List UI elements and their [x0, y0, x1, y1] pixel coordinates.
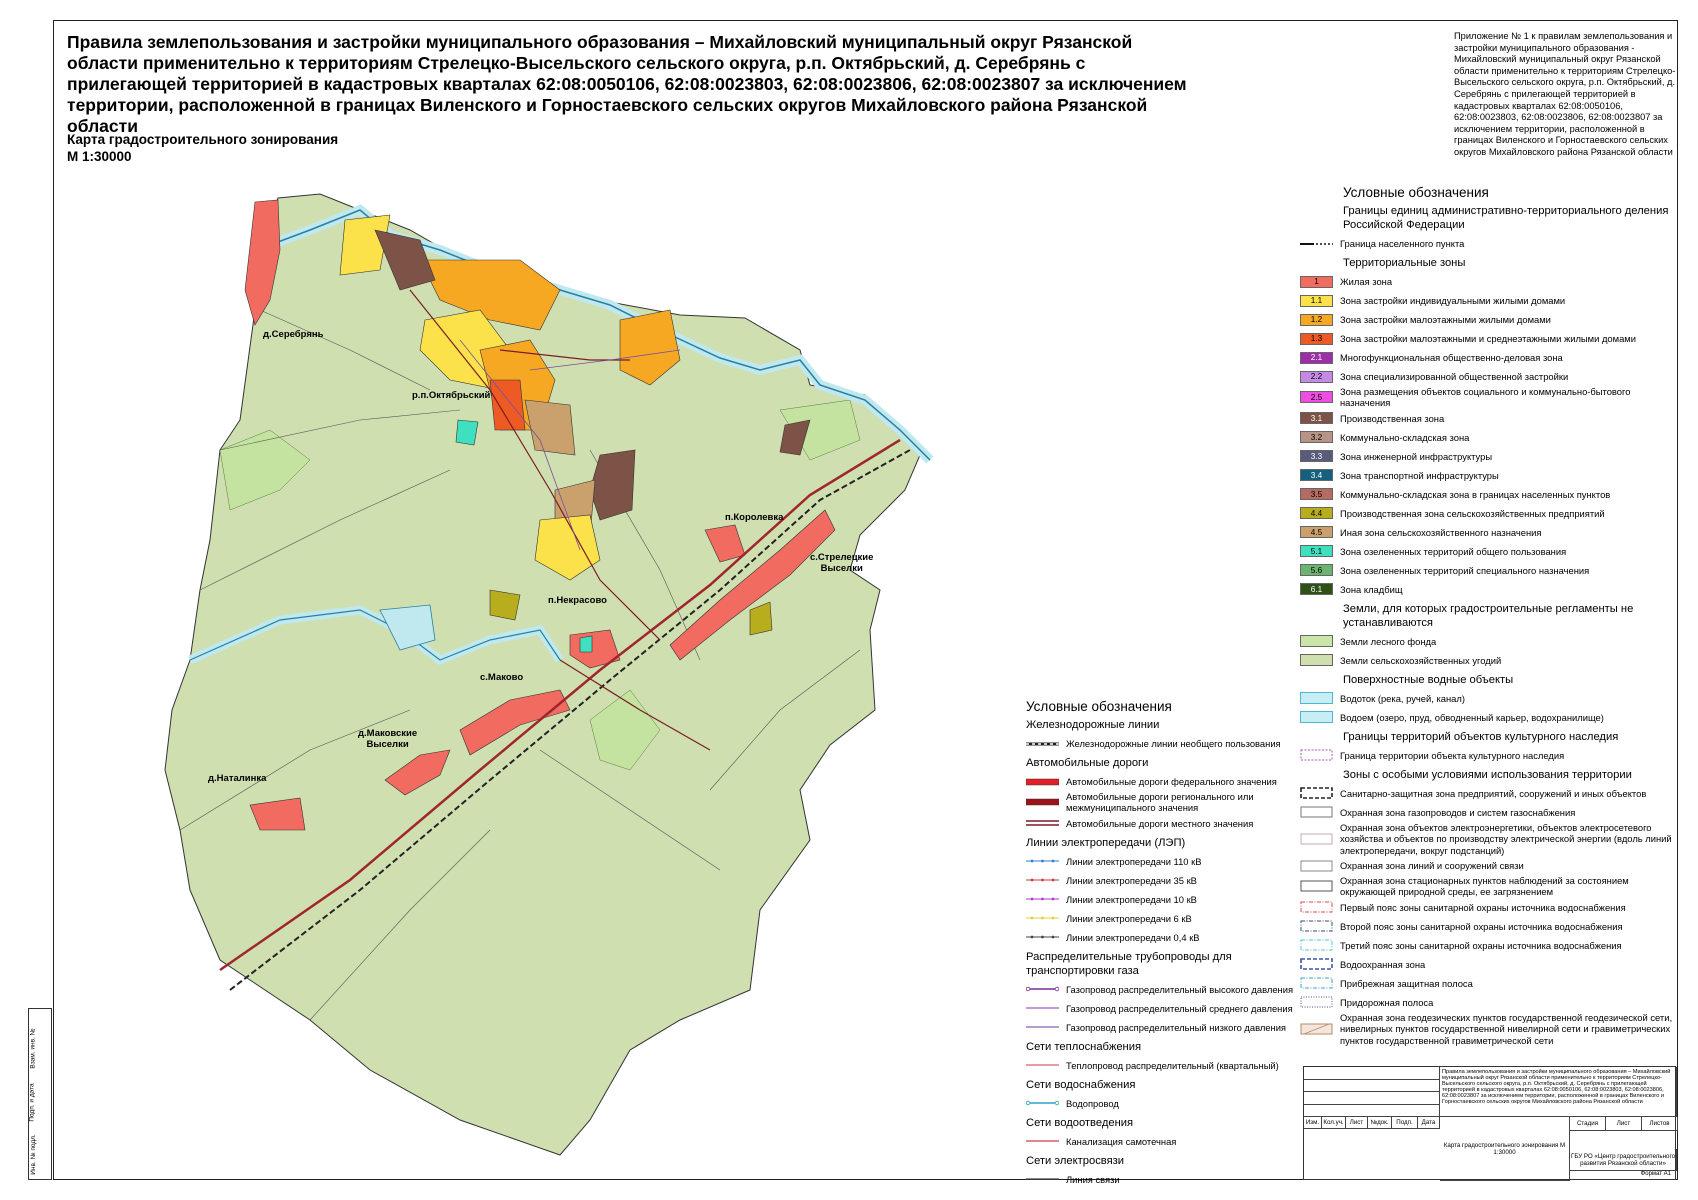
stamp-row: [1304, 1092, 1440, 1105]
network-line-icon: [1026, 931, 1059, 943]
stamp-description: Правила землепользования и застройки муниципального образования – Михайловский муниципальный округ Рязанской области применительно к территориям Стрелецко-Высельского сельского округа, р.п. Октябрьский, д. Серебрянь с прилегающей территорией в кадастровых кварталах 62:08:0050106, 62:08:0023803, 62:08:0023806, 62:08:0023807 за исключением территории, расположенной в границах Виленского и Горностаевского сельских округов Михайловского района Рязанской области: [1440, 1067, 1677, 1117]
legend-label: Газопровод распределительный среднего давления: [1066, 1002, 1293, 1014]
legend-item-water: [1300, 708, 1678, 727]
zone-swatch: 3.5: [1300, 488, 1333, 500]
legend-item-zone: [1300, 329, 1678, 348]
network-line-icon: [1026, 817, 1059, 829]
legend-label: Первый пояс зоны санитарной охраны источника водоснабжения: [1340, 901, 1626, 913]
place-label-serebryan: д.Серебрянь: [263, 329, 324, 340]
legend-item-zone: [1300, 466, 1678, 485]
place-label-makovo: с.Маково: [480, 672, 524, 683]
zone-swatch: 4.5: [1300, 526, 1333, 538]
legend-label: Зона транспортной инфраструктуры: [1340, 469, 1499, 481]
zone-swatch: 3.4: [1300, 469, 1333, 481]
stamp-sheet-title: Карта градостроительного зонирования М 1:30000: [1440, 1117, 1570, 1181]
legend-zones-header: Территориальные зоны: [1343, 257, 1466, 269]
legend-lands-header: Земли, для которых градостроительные регламенты не устанавливаются: [1343, 602, 1634, 629]
legend-label: Зона застройки индивидуальными жилыми домами: [1340, 294, 1566, 306]
network-line-icon: [1026, 874, 1059, 886]
legend-item-network: [1026, 890, 1296, 909]
place-label-natalinka: д.Наталинка: [208, 773, 267, 784]
legend-item-network: [1026, 980, 1296, 999]
network-line-icon: [1026, 893, 1059, 905]
title-block: [1303, 1066, 1676, 1180]
heritage-border-icon: [1300, 749, 1333, 761]
zone-swatch: 2.1: [1300, 352, 1333, 364]
special-zone-icon: [1300, 901, 1333, 913]
map-subtitle: [67, 131, 338, 165]
legend-item-zone: [1300, 428, 1678, 447]
legend-label: Водопровод: [1066, 1097, 1119, 1109]
place-label-oktyabrsky: р.п.Октябрьский: [412, 390, 491, 401]
legend-special-list: [1300, 784, 1678, 1046]
legend-mid-group-header: Сети водоотведения: [1026, 1116, 1134, 1129]
stamp-row: [1304, 1067, 1440, 1080]
legend-label: Автомобильные дороги федерального значения: [1066, 775, 1277, 787]
land-swatch: [1300, 635, 1333, 647]
legend-label: Земли лесного фонда: [1340, 635, 1437, 647]
water-swatch: [1300, 711, 1333, 723]
network-line-icon: [1026, 1002, 1059, 1014]
zone-swatch: 5.1: [1300, 545, 1333, 557]
zone-swatch: 2.2: [1300, 371, 1333, 383]
legend-label: Линии электропередачи 10 кВ: [1066, 893, 1197, 905]
legend-label: Зона озелененных территорий специального назначения: [1340, 564, 1590, 576]
legend-item-zone: [1300, 485, 1678, 504]
place-label-makovskie: [358, 728, 417, 750]
zone-swatch: 6.1: [1300, 583, 1333, 595]
legend-item-network: [1026, 734, 1296, 753]
network-line-icon: [1026, 855, 1059, 867]
legend-label: Линии электропередачи 110 кВ: [1066, 855, 1202, 867]
legend-label: Водоем (озеро, пруд, обводненный карьер, водохранилище): [1340, 711, 1604, 723]
legend-water-header: Поверхностные водные объекты: [1343, 673, 1514, 686]
special-zone-icon: [1300, 860, 1333, 872]
legend-item-network: [1026, 909, 1296, 928]
legend-label: Второй пояс зоны санитарной охраны источника водоснабжения: [1340, 920, 1623, 932]
legend-item-special-zone: [1300, 917, 1678, 936]
special-zone-icon: [1300, 939, 1333, 951]
legend-label: Третий пояс зоны санитарной охраны источника водоснабжения: [1340, 939, 1622, 951]
legend-item-network: [1026, 928, 1296, 947]
map-title: Карта градостроительного зонирования: [67, 132, 339, 147]
stamp-format: Формат А1: [1640, 1171, 1671, 1177]
stamp-column-header: Подп.: [1392, 1117, 1418, 1129]
legend-lands-list: [1300, 632, 1678, 670]
legend-label: Охранная зона объектов электроэнергетики, объектов электросетевого хозяйства и объектов по производству электрической энергии (вдоль линий электропередачи, вокруг подстанций): [1340, 821, 1672, 856]
legend-item-network: [1026, 814, 1296, 833]
legend-label: Канализация самотечная: [1066, 1135, 1177, 1147]
legend-label: Водоток (река, ручей, канал): [1340, 692, 1465, 704]
legend-item-special-zone: [1300, 898, 1678, 917]
legend-item-zone: [1300, 580, 1678, 599]
network-line-icon: [1026, 1173, 1059, 1185]
legend-item-network: [1026, 1170, 1296, 1189]
network-line-icon: [1026, 1135, 1059, 1147]
legend-item-network: [1026, 1056, 1296, 1075]
legend-label: Производственная зона: [1340, 412, 1445, 424]
zone-swatch: 3.2: [1300, 431, 1333, 443]
legend-label: Земли сельскохозяйственных угодий: [1340, 654, 1502, 666]
legend-item-special-zone: [1300, 955, 1678, 974]
legend-item-zone: [1300, 291, 1678, 310]
legend-item-land: [1300, 651, 1678, 670]
side-label-replace: Взам. инв. №: [29, 1028, 37, 1069]
network-line-icon: [1026, 738, 1059, 750]
legend-label: Линии электропередачи 35 кВ: [1066, 874, 1197, 886]
page-title: Правила землепользования и застройки муниципального образования – Михайловский муниципальный округ Рязанской области применительно к территориям Стрелецко-Высельского сельского округа, р.п. Октябрьский, д. Серебрянь с прилегающей территорией в кадастровых кварталах 62:08:0050106, 62:08:0023803, 62:08:0023806, 62:08:0023807 за исключением территории, расположенной в границах Виленского и Горностаевского сельских округов Михайловского района Рязанской области: [67, 32, 1187, 136]
legend-item-special-zone: [1300, 803, 1678, 822]
stamp-column-header: Дата: [1418, 1117, 1440, 1129]
zone-green-public: [456, 420, 478, 445]
legend-right: [1300, 184, 1678, 1046]
zone-mid-rise-housing: [490, 380, 525, 430]
map-scale: М 1:30000: [67, 149, 132, 164]
legend-item-zone: [1300, 367, 1678, 386]
legend-item-network: [1026, 1094, 1296, 1113]
legend-middle: [1026, 698, 1296, 1189]
zone-swatch: 1.1: [1300, 295, 1333, 307]
legend-item-water: [1300, 689, 1678, 708]
legend-mid-title: Условные обозначения: [1026, 699, 1172, 714]
network-line-icon: [1026, 1059, 1059, 1071]
legend-item-special-zone: [1300, 822, 1678, 856]
legend-label: Автомобильные дороги местного значения: [1066, 817, 1254, 829]
legend-water-list: [1300, 689, 1678, 727]
special-zone-icon: [1300, 833, 1333, 845]
side-label-inv: Инв. № подл.: [29, 1134, 37, 1175]
special-zone-icon: [1300, 787, 1333, 799]
legend-label: Коммунально-складская зона: [1340, 431, 1470, 443]
legend-label: Придорожная полоса: [1340, 996, 1434, 1008]
stamp-stage-header: Листов: [1642, 1117, 1678, 1131]
place-label-nekrasovo: п.Некрасово: [548, 595, 607, 606]
legend-item-special-zone: [1300, 856, 1678, 875]
legend-label: Прибрежная защитная полоса: [1340, 977, 1473, 989]
legend-label: Автомобильные дороги регионального или межмуниципального значения: [1066, 791, 1254, 814]
legend-item-network: [1026, 1132, 1296, 1151]
legend-mid-group-header: Автомобильные дороги: [1026, 757, 1149, 769]
legend-item-zone: [1300, 561, 1678, 580]
network-line-icon: [1026, 912, 1059, 924]
place-label-streletskie: [810, 552, 873, 574]
zone-swatch: 5.6: [1300, 564, 1333, 576]
zone-swatch: 1.2: [1300, 314, 1333, 326]
special-zone-icon: [1300, 977, 1333, 989]
legend-mid-group-header: Линии электропередачи (ЛЭП): [1026, 836, 1186, 849]
place-label-streletskie-line2: Выселки: [820, 563, 863, 574]
legend-item-zone: [1300, 523, 1678, 542]
legend-label: Санитарно-защитная зона предприятий, сооружений и иных объектов: [1340, 787, 1647, 799]
land-swatch: [1300, 654, 1333, 666]
legend-mid-group-header: Железнодорожные линии: [1026, 719, 1160, 731]
stamp-column-header: №док.: [1368, 1117, 1392, 1129]
zone-swatch: 3.3: [1300, 450, 1333, 462]
legend-label: Многофункциональная общественно-деловая зона: [1340, 351, 1563, 363]
legend-item-zone: [1300, 409, 1678, 428]
side-strip: [28, 1008, 52, 1180]
legend-item-zone: [1300, 348, 1678, 367]
legend-item-zone: [1300, 542, 1678, 561]
zone-agri-production: [490, 590, 520, 620]
zone-swatch: 3.1: [1300, 412, 1333, 424]
place-label-makovskie-line2: Выселки: [366, 739, 409, 750]
legend-label: Производственная зона сельскохозяйственных предприятий: [1340, 507, 1605, 519]
legend-label: Линия связи: [1066, 1173, 1120, 1185]
legend-item-network: [1026, 1018, 1296, 1037]
legend-item-network: [1026, 999, 1296, 1018]
special-zone-icon: [1300, 1023, 1333, 1035]
place-label-streletskie-line1: с.Стрелецкие: [810, 552, 874, 563]
legend-label: Зона кладбищ: [1340, 583, 1403, 595]
legend-mid-group-header: Распределительные трубопроводы для транспортировки газа: [1026, 950, 1232, 977]
stamp-column-header: Изм.: [1304, 1117, 1322, 1129]
legend-item-network: [1026, 772, 1296, 791]
legend-item-heritage: [1300, 746, 1678, 765]
legend-label: Зона размещения объектов социального и коммунально-бытового назначения: [1340, 386, 1631, 409]
legend-label: Теплопровод распределительный (квартальный): [1066, 1059, 1279, 1071]
place-label-korolevka: п.Королевка: [725, 512, 784, 523]
legend-label: Газопровод распределительный низкого давления: [1066, 1021, 1287, 1033]
legend-item-settlement-border: [1300, 234, 1678, 253]
zone-green-public: [580, 636, 592, 652]
settlement-border-icon: [1300, 238, 1333, 250]
zone-swatch: 4.4: [1300, 507, 1333, 519]
special-zone-icon: [1300, 920, 1333, 932]
legend-item-special-zone: [1300, 1012, 1678, 1046]
legend-item-network: [1026, 871, 1296, 890]
legend-item-zone: [1300, 447, 1678, 466]
network-line-icon: [1026, 796, 1059, 808]
legend-label: Газопровод распределительный высокого давления: [1066, 983, 1294, 995]
special-zone-icon: [1300, 958, 1333, 970]
legend-label: Линии электропередачи 0,4 кВ: [1066, 931, 1200, 943]
stamp-org: ГБУ РО «Центр градостроительного развития Рязанской области»: [1570, 1149, 1677, 1171]
legend-label: Зона инженерной инфраструктуры: [1340, 450, 1493, 462]
legend-label: Зона специализированной общественной застройки: [1340, 370, 1569, 382]
legend-item-network: [1026, 791, 1296, 814]
legend-item-network: [1026, 852, 1296, 871]
legend-label: Зона застройки малоэтажными и среднеэтажными жилыми домами: [1340, 332, 1636, 344]
legend-item-special-zone: [1300, 936, 1678, 955]
legend-mid-group-header: Сети водоснабжения: [1026, 1078, 1136, 1091]
legend-item-land: [1300, 632, 1678, 651]
legend-title: Условные обозначения: [1343, 185, 1489, 200]
zone-swatch: 2.5: [1300, 391, 1333, 403]
legend-label: Иная зона сельскохозяйственного назначения: [1340, 526, 1542, 538]
legend-label: Жилая зона: [1340, 275, 1393, 287]
legend-mid-group-header: Сети электросвязи: [1026, 1154, 1125, 1167]
legend-label: Охранная зона газопроводов и систем газоснабжения: [1340, 806, 1576, 818]
network-line-icon: [1026, 983, 1059, 995]
legend-label: Охранная зона геодезических пунктов государственной геодезической сети, нивелирных пунктов государственной нивелирной сети и гравиметрических пунктов государственной гравиметрической сети: [1340, 1011, 1673, 1046]
network-line-icon: [1026, 1097, 1059, 1109]
legend-label: Охранная зона линий и сооружений связи: [1340, 859, 1524, 871]
place-label-makovskie-line1: д.Маковские: [358, 728, 418, 739]
legend-item-special-zone: [1300, 875, 1678, 898]
appendix-note: Приложение № 1 к правилам землепользования и застройки муниципального образования - Михайловский муниципальный округ Рязанской области применительно к территориям Стрелецко-Высельского сельского округа, р.п. Октябрьский, д. Серебрянь с прилегающей территорией в кадастровых кварталах 62:08:0050106, 62:08:0023803, 62:08:0023806, 62:08:0023807 за исключением территории, расположенной в границах Виленского и Горностаевского сельских округов Михайловского района Рязанской области: [1454, 31, 1676, 157]
legend-mid-list: [1026, 718, 1296, 1189]
water-swatch: [1300, 692, 1333, 704]
legend-item-special-zone: [1300, 784, 1678, 803]
legend-label: Охранная зона стационарных пунктов наблюдений за состоянием окружающей природной среды, ее загрязнением: [1340, 875, 1629, 898]
zone-swatch: 1.3: [1300, 333, 1333, 345]
legend-admin-header: Границы единиц административно-территориального деления Российской Федерации: [1343, 205, 1669, 231]
stamp-row: [1304, 1105, 1440, 1118]
stamp-column-header: Кол.уч.: [1322, 1117, 1346, 1129]
side-label-sign: Подп. и дата: [28, 1083, 36, 1122]
legend-heritage-header: Границы территорий объектов культурного наследия: [1343, 730, 1619, 743]
legend-item-zone: [1300, 386, 1678, 409]
legend-special-header: Зоны с особыми условиями использования территории: [1343, 768, 1632, 781]
legend-label: Зона озелененных территорий общего пользования: [1340, 545, 1567, 557]
legend-label: Водоохранная зона: [1340, 958, 1426, 970]
legend-label: Граница населенного пункта: [1340, 237, 1465, 249]
legend-zones-list: [1300, 272, 1678, 599]
zone-swatch: 1: [1300, 276, 1333, 288]
legend-mid-group-header: Сети теплоснабжения: [1026, 1040, 1142, 1053]
zoning-map[interactable]: [160, 190, 1050, 1160]
stamp-stage-header: Лист: [1606, 1117, 1642, 1131]
legend-label: Линии электропередачи 6 кВ: [1066, 912, 1192, 924]
legend-label: Коммунально-складская зона в границах населенных пунктов: [1340, 488, 1611, 500]
legend-item-zone: [1300, 272, 1678, 291]
legend-item-zone: [1300, 310, 1678, 329]
stamp-row: [1304, 1080, 1440, 1093]
stamp-stage-header: Стадия: [1570, 1117, 1606, 1131]
network-line-icon: [1026, 776, 1059, 788]
legend-item-special-zone: [1300, 993, 1678, 1012]
legend-item-zone: [1300, 504, 1678, 523]
special-zone-icon: [1300, 880, 1333, 892]
network-line-icon: [1026, 1021, 1059, 1033]
legend-label: Железнодорожные линии необщего пользования: [1066, 737, 1281, 749]
special-zone-icon: [1300, 996, 1333, 1008]
legend-item-special-zone: [1300, 974, 1678, 993]
stamp-column-header: Лист: [1346, 1117, 1368, 1129]
legend-label: Граница территории объекта культурного наследия: [1340, 749, 1565, 761]
legend-label: Зона застройки малоэтажными жилыми домами: [1340, 313, 1551, 325]
special-zone-icon: [1300, 806, 1333, 818]
